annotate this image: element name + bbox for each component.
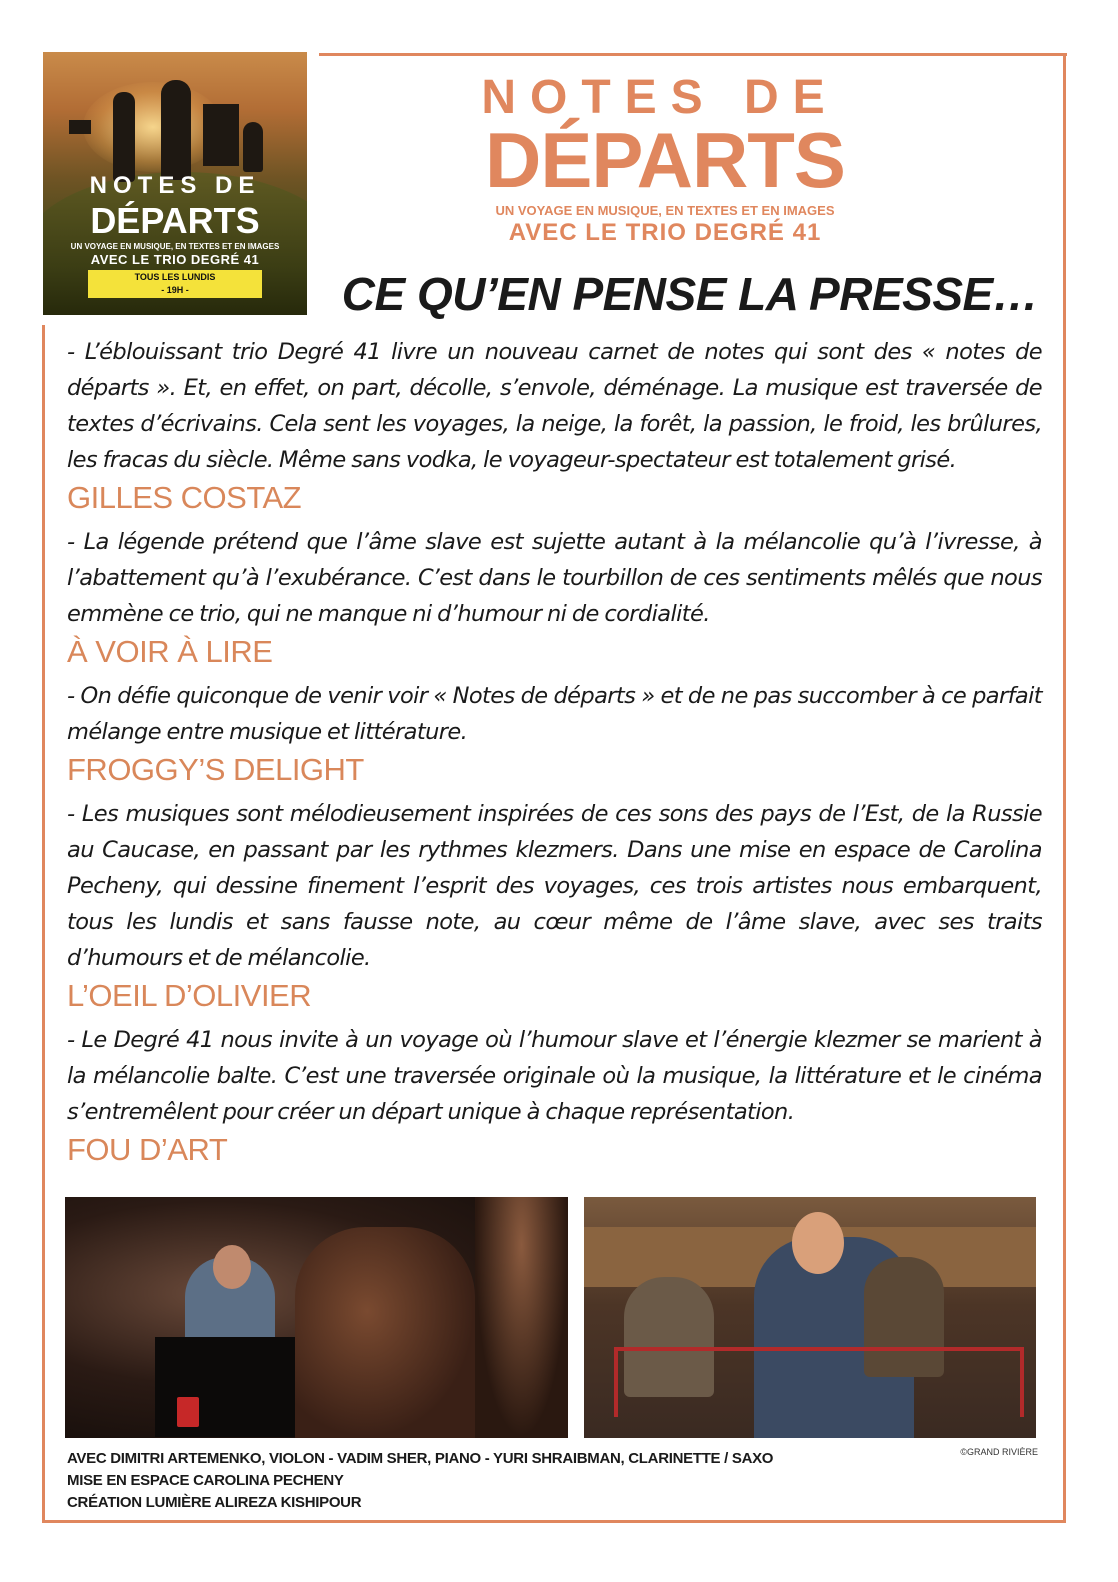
review-source: À VOIR À LIRE bbox=[67, 634, 273, 669]
credits-lighting: CRÉATION LUMIÈRE ALIREZA KISHIPOUR bbox=[67, 1494, 362, 1511]
photo-pianist-face bbox=[213, 1245, 251, 1289]
header-trio: AVEC LE TRIO DEGRÉ 41 bbox=[508, 219, 822, 246]
header-title-top: NOTES DE bbox=[481, 71, 839, 124]
poster-schedule-time: - 19H - bbox=[161, 285, 189, 295]
review-item bbox=[67, 524, 1042, 672]
review-quote: - L’éblouissant trio Degré 41 livre un nouveau carnet de notes qui sont des « notes de départs ». Et, en effet, on part, décolle, s’envole, déménage. La musique est traversée de textes d’écrivains. Cela sent les voyages, la neige, la forêt, la passion, le froid, les brûlures, les fracas du siècle. Même sans vodka, le voyageur-spectateur est totalement grisé. bbox=[67, 339, 1042, 473]
poster-schedule-day: TOUS LES LUNDIS bbox=[134, 272, 216, 282]
review-quote: - La légende prétend que l’âme slave est sujette autant à la mélancolie qu’à l’ivresse, à l’abattement qu’à l’exubérance. C’est dans le tourbillon de ces sentiments mêlés que nous emmène ce trio, qui ne manque ni d’humour ni de cordialité. bbox=[67, 529, 1042, 627]
review-item bbox=[67, 334, 1042, 518]
frame-bottom-line bbox=[42, 1520, 1066, 1523]
photo-copyright: ©GRAND RIVIÈRE bbox=[960, 1447, 1038, 1457]
poster-camera bbox=[69, 120, 91, 134]
performance-photo-portrait bbox=[584, 1197, 1036, 1438]
poster-piano bbox=[203, 104, 239, 166]
header-title-main: DÉPARTS bbox=[485, 116, 845, 204]
show-poster bbox=[43, 52, 307, 315]
credits-cast: AVEC DIMITRI ARTEMENKO, VIOLON - VADIM SHER, PIANO - YURI SHRAIBMAN, CLARINETTE / SAXO bbox=[67, 1450, 774, 1467]
performance-photo-stage bbox=[65, 1197, 568, 1438]
poster-silhouette-violinist bbox=[161, 80, 191, 180]
credits-staging: MISE EN ESPACE CAROLINA PECHENY bbox=[67, 1472, 344, 1489]
press-heading: CE QU’EN PENSE LA PRESSE… bbox=[341, 268, 1039, 320]
poster-title-top: NOTES DE bbox=[89, 172, 261, 199]
review-source: FOU D’ART bbox=[67, 1132, 228, 1167]
review-item bbox=[67, 1022, 1042, 1170]
header-subtitle: UN VOYAGE EN MUSIQUE, EN TEXTES ET EN IMAGES bbox=[495, 203, 835, 218]
photo-musician-center-face bbox=[792, 1212, 844, 1274]
review-source: GILLES COSTAZ bbox=[67, 480, 302, 515]
review-quote: - On défie quiconque de venir voir « Notes de départs » et de ne pas succomber à ce parfait mélange entre musique et littérature. bbox=[67, 683, 1042, 745]
frame-left-line bbox=[42, 325, 45, 1523]
poster-silhouette-pianist bbox=[243, 122, 263, 172]
review-quote: - Le Degré 41 nous invite à un voyage où l’humour slave et l’énergie klezmer se marient à la mélancolie balte. C’est une traversée originale où la musique, la littérature et le cinéma s’entremêlent pour créer un départ unique à chaque représentation. bbox=[67, 1027, 1042, 1125]
review-source: FROGGY’S DELIGHT bbox=[67, 752, 364, 787]
photo-red-cup bbox=[177, 1397, 199, 1427]
poster-title-main: DÉPARTS bbox=[90, 200, 260, 241]
poster-sunlight bbox=[83, 82, 223, 172]
frame-right-line bbox=[1063, 53, 1066, 1523]
photo-violinist bbox=[295, 1227, 475, 1438]
press-reviews bbox=[67, 334, 1042, 1174]
photo-clarinettist bbox=[475, 1197, 568, 1438]
review-source: L’OEIL D’OLIVIER bbox=[67, 978, 312, 1013]
poster-subtitle: UN VOYAGE EN MUSIQUE, EN TEXTES ET EN IMAGES bbox=[70, 242, 280, 251]
frame-top-line bbox=[319, 53, 1067, 56]
photo-red-chairs bbox=[614, 1347, 1024, 1417]
review-item bbox=[67, 796, 1042, 1016]
credits bbox=[67, 1448, 967, 1514]
poster-schedule-badge bbox=[88, 270, 262, 298]
poster-trio: AVEC LE TRIO DEGRÉ 41 bbox=[90, 252, 260, 267]
review-item bbox=[67, 678, 1042, 790]
poster-silhouette-clarinettist bbox=[113, 92, 135, 182]
review-quote: - Les musiques sont mélodieusement inspirées de ces sons des pays de l’Est, de la Russie au Caucase, en passant par les rythmes klezmers. Dans une mise en espace de Carolina Pecheny, qui dessine finement l’esprit des voyages, ces trois artistes nous embarquent, tous les lundis et sans fausse note, au cœur même de l’âme slave, avec ses traits d’humours et de mélancolie. bbox=[67, 801, 1042, 971]
